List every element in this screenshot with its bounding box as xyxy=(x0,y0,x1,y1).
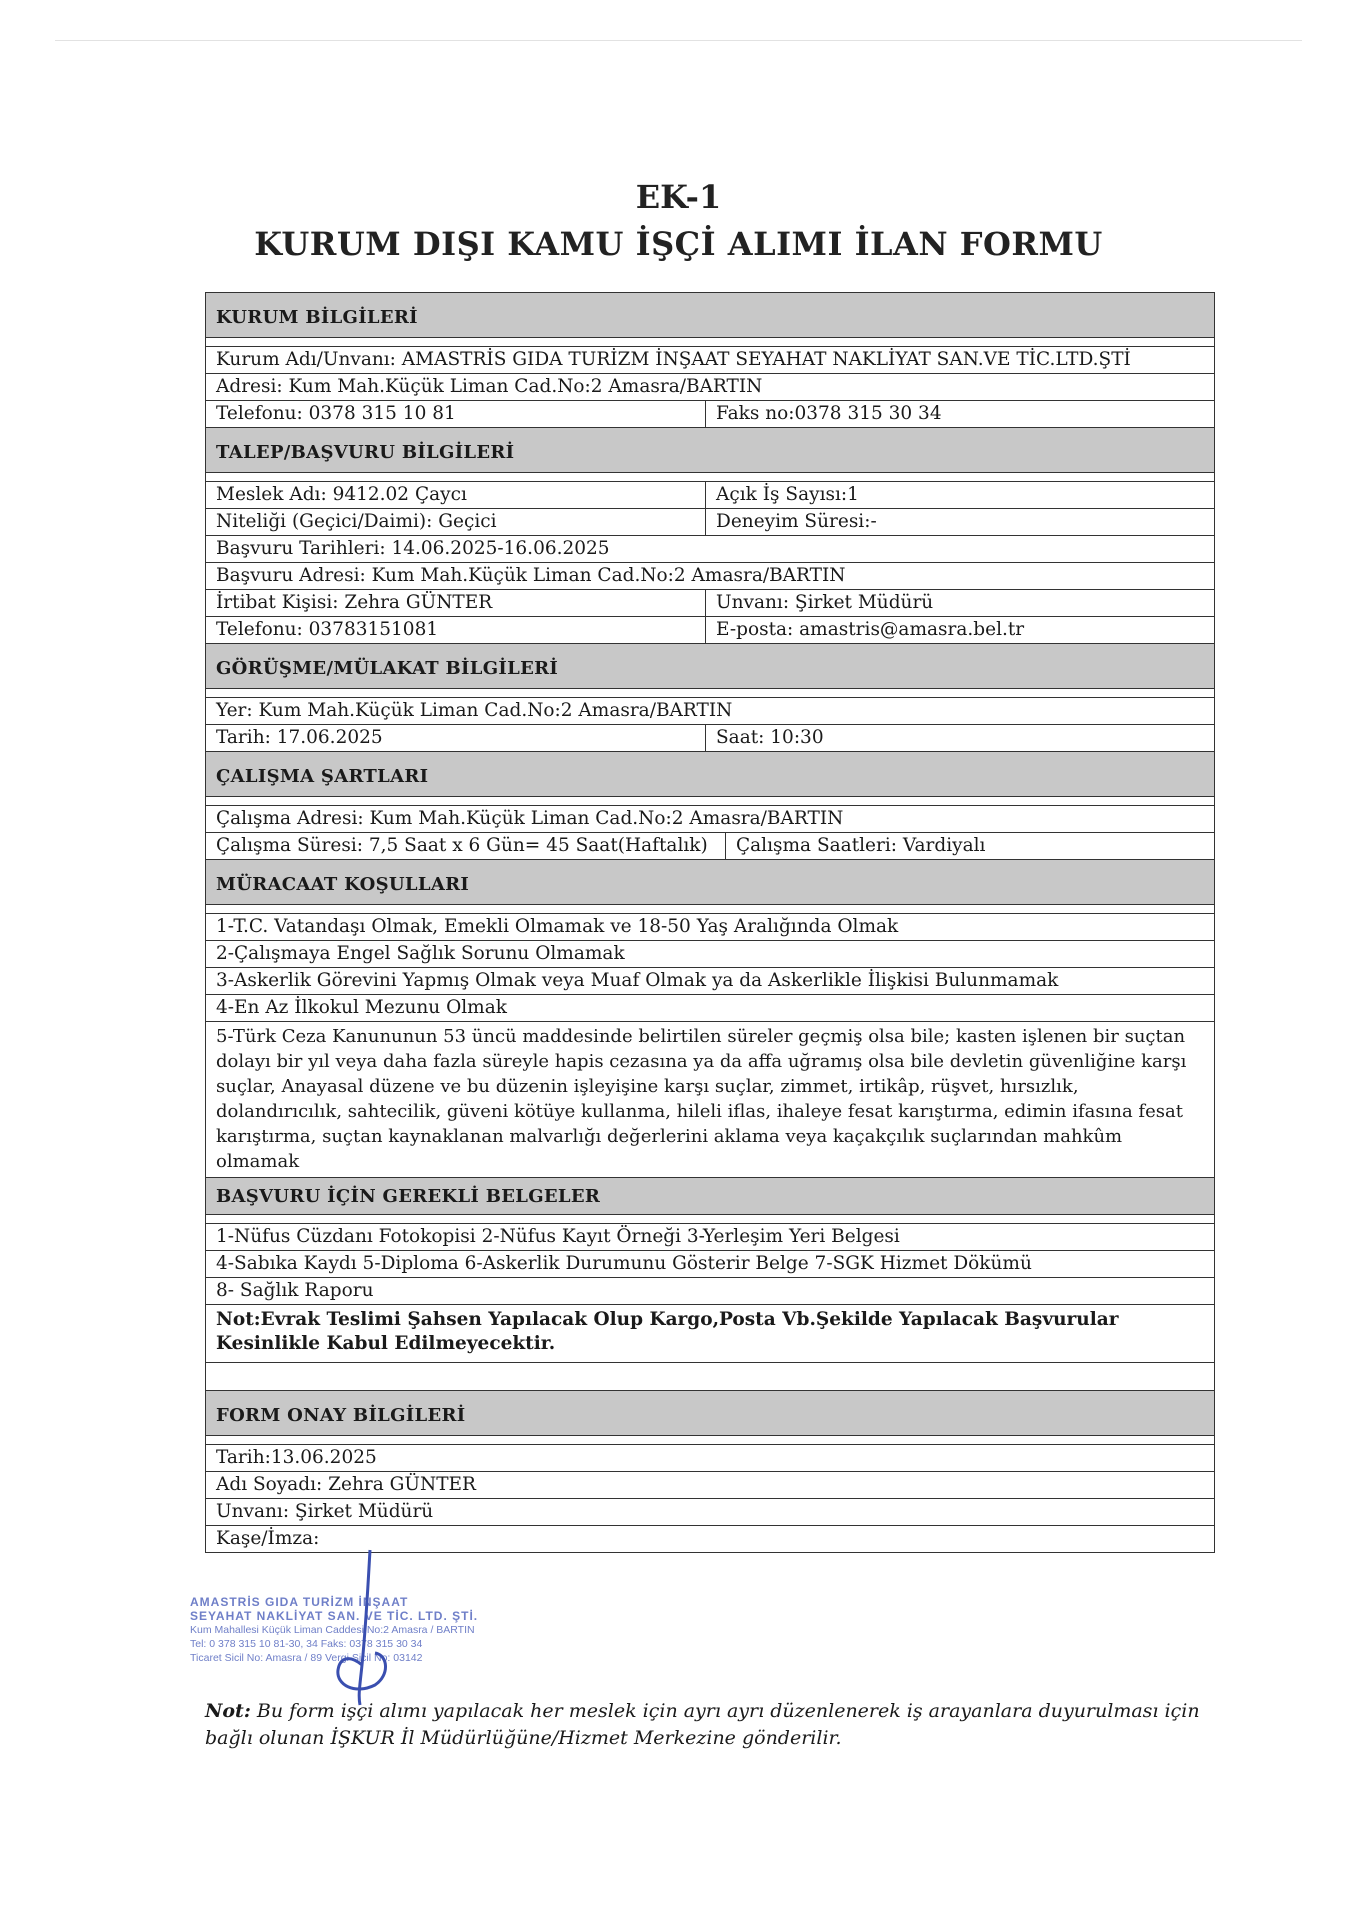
spacer xyxy=(206,689,1214,698)
kosul-1: 1-T.C. Vatandaşı Olmak, Emekli Olmamak ve 18-50 Yaş Aralığında Olmak xyxy=(216,916,899,937)
ilan-form xyxy=(205,292,1215,1553)
stamp-line-1: AMASTRİS GIDA TURİZM İNŞAAT xyxy=(190,1595,409,1609)
onay-tarih: Tarih:13.06.2025 xyxy=(216,1447,377,1468)
kurum-adresi: Adresi: Kum Mah.Küçük Liman Cad.No:2 Amasra/BARTIN xyxy=(216,376,763,397)
deneyim-suresi: Deneyim Süresi:- xyxy=(716,511,877,532)
section-header-gorusme: GÖRÜŞME/MÜLAKAT BİLGİLERİ xyxy=(206,644,1214,689)
row-talep-telefon xyxy=(206,617,1214,644)
stamp-line-3: Kum Mahallesi Küçük Liman Caddesi No:2 Amasra / BARTIN xyxy=(190,1624,475,1636)
row-belge-3 xyxy=(206,1278,1214,1305)
calisma-saatleri: Çalışma Saatleri: Vardiyalı xyxy=(736,835,986,856)
spacer xyxy=(206,473,1214,482)
stamp-line-4: Tel: 0 378 315 10 81-30, 34 Faks: 0378 315 30 34 xyxy=(190,1638,423,1650)
row-calisma-sure xyxy=(206,833,1214,860)
kosul-4: 4-En Az İlkokul Mezunu Olmak xyxy=(216,997,507,1018)
kosul-5: 5-Türk Ceza Kanununun 53 üncü maddesinde belirtilen süreler geçmiş olsa bile; kasten işlenen bir suçtan dolayı bir yıl veya daha fazla süreyle hapis cezasına ya da affa uğramış olsa bile devletin güvenliğine karşı suçlar, Anayasal düzene ve bu düzenin işleyişine karşı suçlar, zimmet, irtikâp, rüşvet, hırsızlık, dolandırıcılık, sahtecilik, güveni kötüye kullanma, hileli iflas, ihaleye fesat karıştırma, edimin ifasına fesat karıştırma, suçtan kaynaklanan malvarlığı değerlerini aklama veya kaçakçılık suçlarından mahkûm olmamak xyxy=(216,1026,1187,1172)
row-meslek xyxy=(206,482,1214,509)
form-title: KURUM DIŞI KAMU İŞÇİ ALIMI İLAN FORMU xyxy=(254,225,1103,263)
row-kurum-adres xyxy=(206,374,1214,401)
talep-telefon: Telefonu: 03783151081 xyxy=(206,617,706,643)
row-niteligi xyxy=(206,509,1214,536)
section-header-muracaat: MÜRACAAT KOŞULLARI xyxy=(206,860,1214,905)
row-onay-adi xyxy=(206,1472,1214,1499)
row-kurum-telefon xyxy=(206,401,1214,428)
kurum-adi: Kurum Adı/Unvanı: AMASTRİS GIDA TURİZM İNŞAAT SEYAHAT NAKLİYAT SAN.VE TİC.LTD.ŞTİ xyxy=(216,349,1131,370)
kurum-faks: Faks no:0378 315 30 34 xyxy=(716,403,942,424)
row-kosul-3 xyxy=(206,968,1214,995)
spacer xyxy=(206,1215,1214,1224)
talep-eposta: E-posta: amastris@amasra.bel.tr xyxy=(716,619,1025,640)
row-basvuru-tarihleri xyxy=(206,536,1214,563)
kosul-2: 2-Çalışmaya Engel Sağlık Sorunu Olmamak xyxy=(216,943,625,964)
empty-cell xyxy=(206,1363,1214,1390)
belge-notu: Not:Evrak Teslimi Şahsen Yapılacak Olup Kargo,Posta Vb.Şekilde Yapılacak Başvurular Kesinlikle Kabul Edilmeyecektir. xyxy=(216,1309,1119,1354)
belge-satir-3: 8- Sağlık Raporu xyxy=(216,1280,374,1301)
belge-satir-2: 4-Sabıka Kaydı 5-Diploma 6-Askerlik Durumunu Gösterir Belge 7-SGK Hizmet Dökümü xyxy=(216,1253,1032,1274)
row-irtibat xyxy=(206,590,1214,617)
row-kosul-2 xyxy=(206,941,1214,968)
spacer xyxy=(206,338,1214,347)
stamp-line-2: SEYAHAT NAKLİYAT SAN. VE TİC. LTD. ŞTİ. xyxy=(190,1609,479,1623)
row-basvuru-adresi xyxy=(206,563,1214,590)
gorusme-yer: Yer: Kum Mah.Küçük Liman Cad.No:2 Amasra/BARTIN xyxy=(216,700,733,721)
row-kosul-5 xyxy=(206,1022,1214,1178)
row-belge-1 xyxy=(206,1224,1214,1251)
onay-adi-soyadi: Adı Soyadı: Zehra GÜNTER xyxy=(216,1474,476,1495)
row-calisma-adres xyxy=(206,806,1214,833)
belge-satir-1: 1-Nüfus Cüzdanı Fotokopisi 2-Nüfus Kayıt Örneği 3-Yerleşim Yeri Belgesi xyxy=(216,1226,900,1247)
section-header-kurum: KURUM BİLGİLERİ xyxy=(206,293,1214,338)
row-onay-unvan xyxy=(206,1499,1214,1526)
row-kosul-4 xyxy=(206,995,1214,1022)
kase-imza-label: Kaşe/İmza: xyxy=(216,1528,320,1549)
row-belge-not xyxy=(206,1305,1214,1363)
irtibat-kisisi: İrtibat Kişisi: Zehra GÜNTER xyxy=(206,590,706,616)
footer-note-label: Not: xyxy=(205,1700,251,1722)
footer-note-text: Bu form işçi alımı yapılacak her meslek için ayrı ayrı düzenlenerek iş arayanlara duyurulması için bağlı olunan İŞKUR İl Müdürlüğüne/Hizmet Merkezine gönderilir. xyxy=(205,1700,1200,1749)
onay-unvani: Unvanı: Şirket Müdürü xyxy=(216,1501,434,1522)
acik-is-sayisi: Açık İş Sayısı:1 xyxy=(716,484,859,505)
section-header-talep: TALEP/BAŞVURU BİLGİLERİ xyxy=(206,428,1214,473)
kurum-telefon: Telefonu: 0378 315 10 81 xyxy=(206,401,706,427)
spacer xyxy=(206,905,1214,914)
row-kurum-adi xyxy=(206,347,1214,374)
kosul-3: 3-Askerlik Görevini Yapmış Olmak veya Muaf Olmak ya da Askerlikle İlişkisi Bulunmamak xyxy=(216,970,1059,991)
form-code: EK-1 xyxy=(635,178,722,216)
section-header-onay: FORM ONAY BİLGİLERİ xyxy=(206,1391,1214,1436)
spacer xyxy=(206,1436,1214,1445)
calisma-suresi: Çalışma Süresi: 7,5 Saat x 6 Gün= 45 Saat(Haftalık) xyxy=(206,833,726,859)
spacer xyxy=(206,797,1214,806)
niteligi: Niteliği (Geçici/Daimi): Geçici xyxy=(206,509,706,535)
row-belge-2 xyxy=(206,1251,1214,1278)
gorusme-tarih: Tarih: 17.06.2025 xyxy=(206,725,706,751)
basvuru-tarihleri: Başvuru Tarihleri: 14.06.2025-16.06.2025 xyxy=(216,538,610,559)
stamp-line-5: Ticaret Sicil No: Amasra / 89 Vergi Sicil No: 03142 xyxy=(190,1652,423,1664)
row-onay-tarih xyxy=(206,1445,1214,1472)
irtibat-unvani: Unvanı: Şirket Müdürü xyxy=(716,592,934,613)
page-top-line xyxy=(55,40,1302,41)
row-kosul-1 xyxy=(206,914,1214,941)
company-stamp xyxy=(190,1595,490,1705)
row-gorusme-tarih xyxy=(206,725,1214,752)
row-gorusme-yer xyxy=(206,698,1214,725)
footer-note xyxy=(205,1698,1215,1752)
section-header-belgeler: BAŞVURU İÇİN GEREKLİ BELGELER xyxy=(206,1178,1214,1215)
row-empty xyxy=(206,1363,1214,1391)
section-header-calisma: ÇALIŞMA ŞARTLARI xyxy=(206,752,1214,797)
gorusme-saat: Saat: 10:30 xyxy=(716,727,824,748)
signature-icon xyxy=(190,1545,490,1715)
basvuru-adresi: Başvuru Adresi: Kum Mah.Küçük Liman Cad.No:2 Amasra/BARTIN xyxy=(216,565,846,586)
meslek-adi: Meslek Adı: 9412.02 Çaycı xyxy=(206,482,706,508)
calisma-adresi: Çalışma Adresi: Kum Mah.Küçük Liman Cad.No:2 Amasra/BARTIN xyxy=(216,808,844,829)
